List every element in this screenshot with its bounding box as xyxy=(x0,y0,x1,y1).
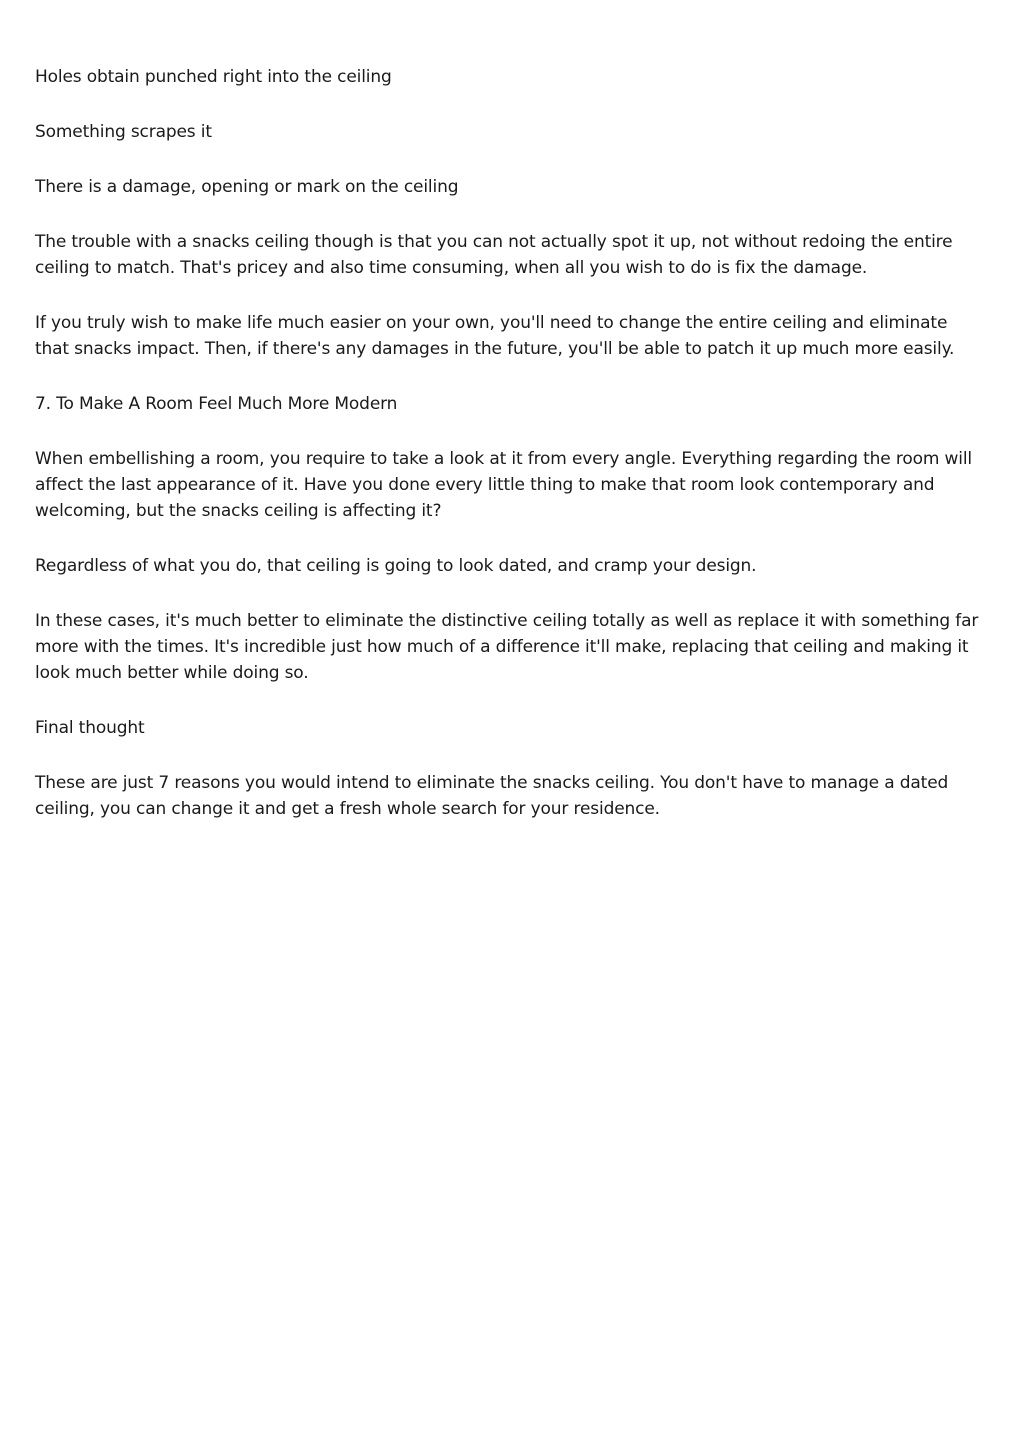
paragraph: If you truly wish to make life much easier on your own, you'll need to change the entire ceiling and eliminate that snacks impact. Then, if there's any damages in the future, you'll be able to patch it up much more easily. xyxy=(35,313,955,359)
paragraph: In these cases, it's much better to eliminate the distinctive ceiling totally as well as replace it with something far more with the times. It's incredible just how much of a difference it'll make, replacing that ceiling and making it look much better while doing so. xyxy=(35,611,979,683)
section-heading: 7. To Make A Room Feel Much More Modern xyxy=(35,394,398,414)
paragraph: Regardless of what you do, that ceiling is going to look dated, and cramp your design. xyxy=(35,556,757,576)
paragraph: The trouble with a snacks ceiling though is that you can not actually spot it up, not without redoing the entire ceiling to match. That's pricey and also time consuming, when all you wish to do is fix the damage. xyxy=(35,232,953,278)
paragraph-list-item: Something scrapes it xyxy=(35,122,212,142)
paragraph-list-item: There is a damage, opening or mark on the ceiling xyxy=(35,177,459,197)
paragraph: When embellishing a room, you require to take a look at it from every angle. Everything regarding the room will affect the last appearance of it. Have you done every little thing to make that room look contemporary and welcoming, but the snacks ceiling is affecting it? xyxy=(35,449,972,521)
paragraph: These are just 7 reasons you would intend to eliminate the snacks ceiling. You don't have to manage a dated ceiling, you can change it and get a fresh whole search for your residence. xyxy=(35,773,949,819)
section-heading: Final thought xyxy=(35,718,145,738)
paragraph-list-item: Holes obtain punched right into the ceiling xyxy=(35,67,392,87)
document-body xyxy=(35,64,985,851)
